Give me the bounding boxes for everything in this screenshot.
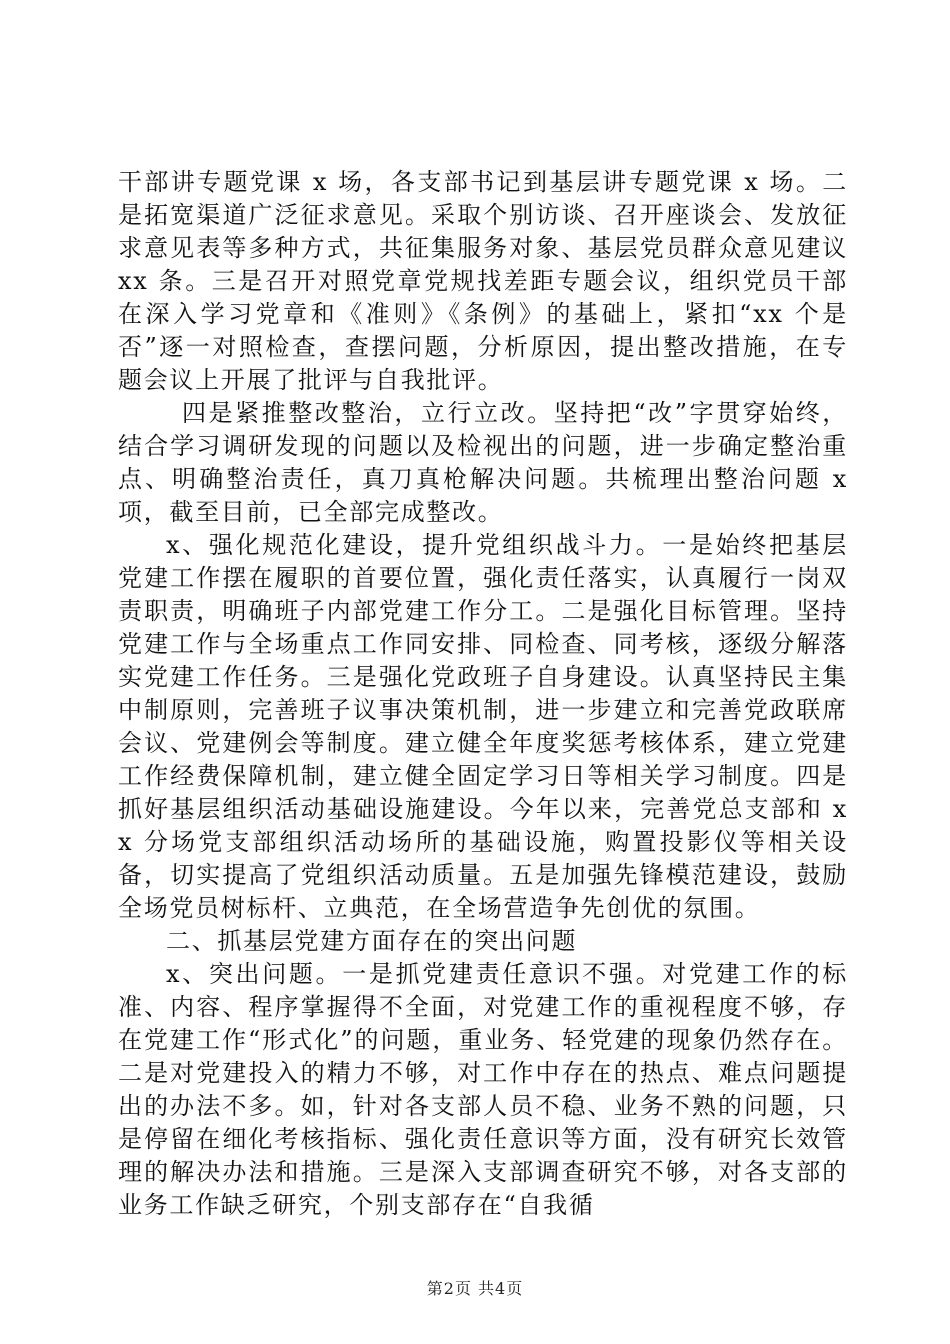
document-body <box>118 166 848 1222</box>
section-heading-problems: 二、抓基层党建方面存在的突出问题 <box>166 927 578 955</box>
page-number-footer: 第2页 共4页 <box>426 1279 524 1298</box>
paragraph-prominent-problems: x、突出问题。一是抓党建责任意识不强。对党建工作的标准、内容、程序掌握得不全面，对党建工作的重视程度不够，存在党建工作“形式化”的问题，重业务、轻党建的现象仍然存在。二是对党建投入的精力不够，对工作中存在的热点、难点问题提出的办法不多。如，针对各支部人员不稳、业务不熟的问题，只是停留在细化考核指标、强化责任意识等方面，没有研究长效管理的解决办法和措施。三是深入支部调查研究不够，对各支部的业务工作缺乏研究，个别支部存在“自我循 <box>118 960 848 1219</box>
paragraph-study-meetings: 干部讲专题党课 x 场，各支部书记到基层讲专题党课 x 场。二是拓宽渠道广泛征求意见。采取个别访谈、召开座谈会、发放征求意见表等多种方式，共征集服务对象、基层党员群众意见建议 xx 条。三是召开对照党章党规找差距专题会议，组织党员干部在深入学习党章和《准则》《条例》的基础上，紧扣“xx 个是否”逐一对照检查，查摆问题，分析原因，提出整改措施，在专题会议上开展了批评与自我批评。 <box>118 168 848 394</box>
paragraph-rectification: 四是紧推整改整治，立行立改。坚持把“改”字贯穿始终，结合学习调研发现的问题以及检视出的问题，进一步确定整治重点、明确整治责任，真刀真枪解决问题。共梳理出整治问题 x 项，截至目前，已全部完成整改。 <box>118 399 848 526</box>
paragraph-standardization: x、强化规范化建设，提升党组织战斗力。一是始终把基层党建工作摆在履职的首要位置，强化责任落实，认真履行一岗双责职责，明确班子内部党建工作分工。二是强化目标管理。坚持党建工作与全场重点工作同安排、同检查、同考核，逐级分解落实党建工作任务。三是强化党政班子自身建设。认真坚持民主集中制原则，完善班子议事决策机制，进一步建立和完善党政联席会议、党建例会等制度。建立健全年度奖惩考核体系，建立党建工作经费保障机制，建立健全固定学习日等相关学习制度。四是抓好基层组织活动基础设施建设。今年以来，完善党总支部和 xx 分场党支部组织活动场所的基础设施，购置投影仪等相关设备，切实提高了党组织活动质量。五是加强先锋模范建设，鼓励全场党员树标杆、立典范，在全场营造争先创优的氛围。 <box>118 531 848 922</box>
